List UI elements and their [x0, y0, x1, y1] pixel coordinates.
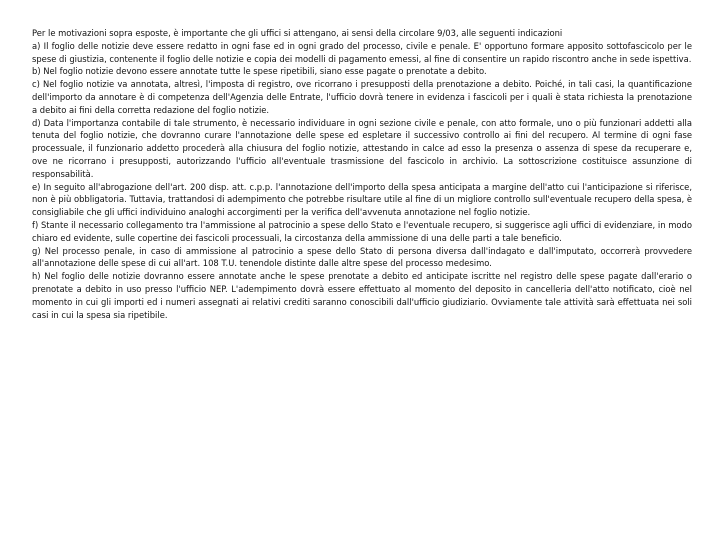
item-h-paragraph: h) Nel foglio delle notizie dovranno essere annotate anche le spese prenotate a debito ed anticipate iscritte nel registro delle spese pagate dall'erario o prenotate a debito in uso presso l'ufficio NEP. L'adempimento dovrà essere effettuato al momento del deposito in cancelleria dell'atto notificato, cioè nel momento in cui gli importi ed i numeri assegnati ai relativi crediti saranno conoscibili dall'ufficio giudiziario. Ovviamente tale attività sarà effettuata nei soli casi in cui la spesa sia ripetibile. — [32, 271, 692, 320]
item-e-paragraph: e) In seguito all'abrogazione dell'art. 200 disp. att. c.p.p. l'annotazione dell'importo della spesa anticipata a margine dell'atto cui l'anticipazione si riferisce, non è più obbligatoria. Tuttavia, trattandosi di adempimento che potrebbe risultare utile al fine di un migliore controllo sull'eventuale recupero della spesa, è consigliabile che gli uffici individuino analoghi accorgimenti per la verifica dell'avvenuta annotazione nel foglio notizie. — [32, 181, 692, 218]
item-a-paragraph: a) Il foglio delle notizie deve essere redatto in ogni fase ed in ogni grado del processo, civile e penale. E' opportuno formare apposito sottofascicolo per le spese di giustizia, contenente il foglio delle notizie e copia dei modelli di pagamento emessi, al fine di consentire un rapido riscontro anche in sede ispettiva. — [32, 40, 692, 64]
intro-paragraph: Per le motivazioni sopra esposte, è importante che gli uffici si attengano, ai sensi della circolare 9/03, alle seguenti indicazioni — [32, 28, 563, 38]
item-b-paragraph: b) Nel foglio notizie devono essere annotate tutte le spese ripetibili, siano esse pagate o prenotate a debito. — [32, 66, 487, 77]
item-d-paragraph: d) Data l'importanza contabile di tale strumento, è necessario individuare in ogni sezione civile e penale, con atto formale, uno o più funzionari addetti alla tenuta del foglio notizie, che dovranno curare l'annotazione delle spese ed espletare il successivo controllo ai fini del recupero. Al termine di ogni fase processuale, il funzionario addetto procederà alla chiusura del foglio notizie, attestando in calce ad esso la presenza o assenza di spese da recuperare e, ove ne ricorrano i presupposti, autorizzando l'ufficio all'eventuale trasmissione del fascicolo in archivio. La sottoscrizione costituisce assunzione di responsabilità. — [32, 117, 692, 179]
item-c-paragraph: c) Nel foglio notizie va annotata, altresì, l'imposta di registro, ove ricorrano i presupposti della prenotazione a debito. Poiché, in tali casi, la quantificazione dell'importo da annotare è di competenza dell'Agenzia delle Entrate, l'ufficio dovrà tenere in evidenza i fascicoli per i quali è stata richiesta la prenotazione a debito ai fini della corretta redazione del foglio notizie. — [32, 79, 692, 115]
item-g-paragraph: g) Nel processo penale, in caso di ammissione al patrocinio a spese dello Stato di persona diversa dall'indagato e dall'imputato, occorrerà provvedere all'annotazione delle spese di cui all'art. 108 T.U. tenendole distinte dalle altre spese del processo medesimo. — [32, 245, 692, 269]
document-body — [32, 27, 692, 321]
item-f-paragraph: f) Stante il necessario collegamento tra l'ammissione al patrocinio a spese dello Stato e l'eventuale recupero, si suggerisce agli uffici di evidenziare, in modo chiaro ed evidente, sulle copertine dei fascicoli processuali, la circostanza della ammissione di una delle parti a tale beneficio. — [32, 219, 692, 243]
